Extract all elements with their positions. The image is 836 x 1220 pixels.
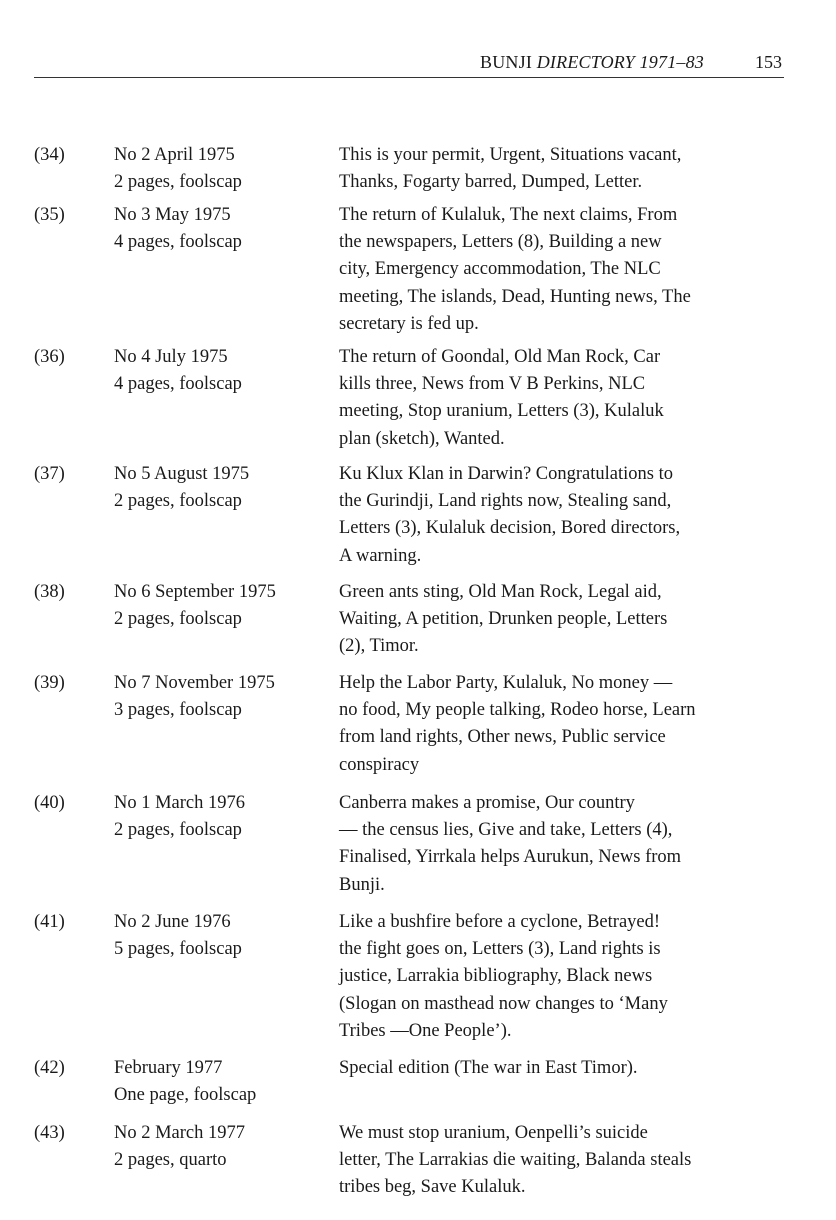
entry-contents <box>339 579 789 661</box>
entry-contents <box>339 1055 789 1082</box>
contents-line: kills three, News from V B Perkins, NLC <box>339 374 646 395</box>
contents-line: secretary is fed up. <box>339 313 479 334</box>
directory-entries <box>34 142 794 1198</box>
directory-entry <box>34 202 794 338</box>
entry-format: 2 pages, foolscap <box>114 172 242 193</box>
contents-line: Canberra makes a promise, Our country <box>339 793 635 813</box>
contents-line: meeting, Stop uranium, Letters (3), Kulaluk <box>339 401 664 422</box>
directory-entry <box>34 344 794 453</box>
contents-line: Finalised, Yirrkala helps Aurukun, News from <box>339 847 682 868</box>
contents-line: city, Emergency accommodation, The NLC <box>339 259 661 280</box>
entry-contents <box>339 909 789 1045</box>
directory-entry <box>34 909 794 1045</box>
entry-issue-date: No 1 March 1976 <box>114 793 246 813</box>
contents-line: We must stop uranium, Oenpelli’s suicide <box>339 1123 648 1143</box>
entry-issue-date: No 2 March 1977 <box>114 1123 246 1143</box>
directory-entry <box>34 142 794 196</box>
directory-entry <box>34 1120 794 1202</box>
entry-number: (38) <box>34 582 65 602</box>
contents-line: Ku Klux Klan in Darwin? Congratulations to <box>339 464 673 484</box>
entry-issue <box>114 579 334 633</box>
contents-line: The return of Kulaluk, The next claims, From <box>339 205 678 225</box>
entry-number: (34) <box>34 145 65 165</box>
contents-line: the fight goes on, Letters (3), Land rights is <box>339 939 661 960</box>
contents-line: no food, My people talking, Rodeo horse, Learn <box>339 700 696 721</box>
entry-number: (37) <box>34 464 65 484</box>
entry-number: (40) <box>34 793 65 813</box>
entry-format: 4 pages, foolscap <box>114 374 242 395</box>
contents-line: The return of Goondal, Old Man Rock, Car <box>339 347 661 367</box>
page-number: 153 <box>755 52 782 72</box>
directory-entry <box>34 670 794 779</box>
running-head-title: BUNJI <box>480 52 537 72</box>
contents-line: justice, Larrakia bibliography, Black news <box>339 966 653 987</box>
directory-entry <box>34 1055 794 1106</box>
entry-contents <box>339 670 789 779</box>
contents-line: plan (sketch), Wanted. <box>339 428 505 449</box>
page-header <box>34 48 784 78</box>
entry-format: 2 pages, foolscap <box>114 609 242 630</box>
entry-issue <box>114 670 334 724</box>
entry-format: 2 pages, quarto <box>114 1150 227 1171</box>
entry-issue <box>114 344 334 398</box>
entry-format: 5 pages, foolscap <box>114 939 242 960</box>
entry-format: 3 pages, foolscap <box>114 700 242 721</box>
contents-line: A warning. <box>339 545 422 566</box>
contents-line: Letters (3), Kulaluk decision, Bored directors, <box>339 518 681 539</box>
entry-number: (42) <box>34 1058 65 1078</box>
contents-line: This is your permit, Urgent, Situations vacant, <box>339 145 682 165</box>
entry-issue-date: No 4 July 1975 <box>114 347 228 367</box>
entry-format: 4 pages, foolscap <box>114 232 242 253</box>
entry-issue <box>114 461 334 515</box>
contents-line: the newspapers, Letters (8), Building a new <box>339 232 662 253</box>
directory-entry <box>34 579 794 661</box>
entry-issue <box>114 909 334 963</box>
entry-format: 2 pages, foolscap <box>114 491 242 512</box>
contents-line: (2), Timor. <box>339 636 419 657</box>
entry-issue <box>114 202 334 256</box>
contents-line: the Gurindji, Land rights now, Stealing sand, <box>339 491 672 512</box>
entry-issue-date: No 3 May 1975 <box>114 205 231 225</box>
contents-line: Bunji. <box>339 874 385 895</box>
contents-line: Like a bushfire before a cyclone, Betrayed! <box>339 912 661 932</box>
entry-contents <box>339 202 789 338</box>
entry-issue <box>114 142 334 196</box>
entry-format: One page, foolscap <box>114 1085 257 1106</box>
entry-contents <box>339 461 789 570</box>
contents-line: Help the Labor Party, Kulaluk, No money — <box>339 673 673 693</box>
contents-line: tribes beg, Save Kulaluk. <box>339 1177 526 1198</box>
contents-line: meeting, The islands, Dead, Hunting news, The <box>339 286 691 307</box>
entry-issue-date: February 1977 <box>114 1058 223 1078</box>
header-rule <box>34 77 784 78</box>
contents-line: Tribes —One People’). <box>339 1020 512 1041</box>
entry-issue <box>114 1055 334 1109</box>
contents-line: — the census lies, Give and take, Letters (4), <box>339 820 673 841</box>
entry-issue-date: No 7 November 1975 <box>114 673 275 693</box>
directory-entry <box>34 790 794 899</box>
entry-number: (41) <box>34 912 65 932</box>
entry-issue-date: No 2 June 1976 <box>114 912 231 932</box>
contents-line: Special edition (The war in East Timor). <box>339 1058 638 1078</box>
entry-issue-date: No 5 August 1975 <box>114 464 250 484</box>
entry-issue <box>114 790 334 844</box>
running-head-italic: DIRECTORY 1971–83 <box>536 52 704 72</box>
contents-line: (Slogan on masthead now changes to ‘Many <box>339 993 668 1014</box>
entry-number: (39) <box>34 673 65 693</box>
entry-number: (43) <box>34 1123 65 1143</box>
contents-line: Thanks, Fogarty barred, Dumped, Letter. <box>339 172 643 193</box>
entry-number: (36) <box>34 347 65 367</box>
contents-line: from land rights, Other news, Public service <box>339 727 666 748</box>
entry-contents <box>339 790 789 899</box>
entry-issue-date: No 2 April 1975 <box>114 145 235 165</box>
entry-number: (35) <box>34 205 65 225</box>
running-head <box>480 52 704 73</box>
entry-issue <box>114 1120 334 1174</box>
contents-line: Waiting, A petition, Drunken people, Letters <box>339 609 668 630</box>
entry-contents <box>339 344 789 453</box>
entry-contents <box>339 142 789 196</box>
entry-format: 2 pages, foolscap <box>114 820 242 841</box>
directory-entry <box>34 461 794 570</box>
contents-line: conspiracy <box>339 754 420 775</box>
contents-line: Green ants sting, Old Man Rock, Legal aid, <box>339 582 662 602</box>
contents-line: letter, The Larrakias die waiting, Balanda steals <box>339 1150 692 1171</box>
entry-issue-date: No 6 September 1975 <box>114 582 276 602</box>
entry-contents <box>339 1120 789 1202</box>
